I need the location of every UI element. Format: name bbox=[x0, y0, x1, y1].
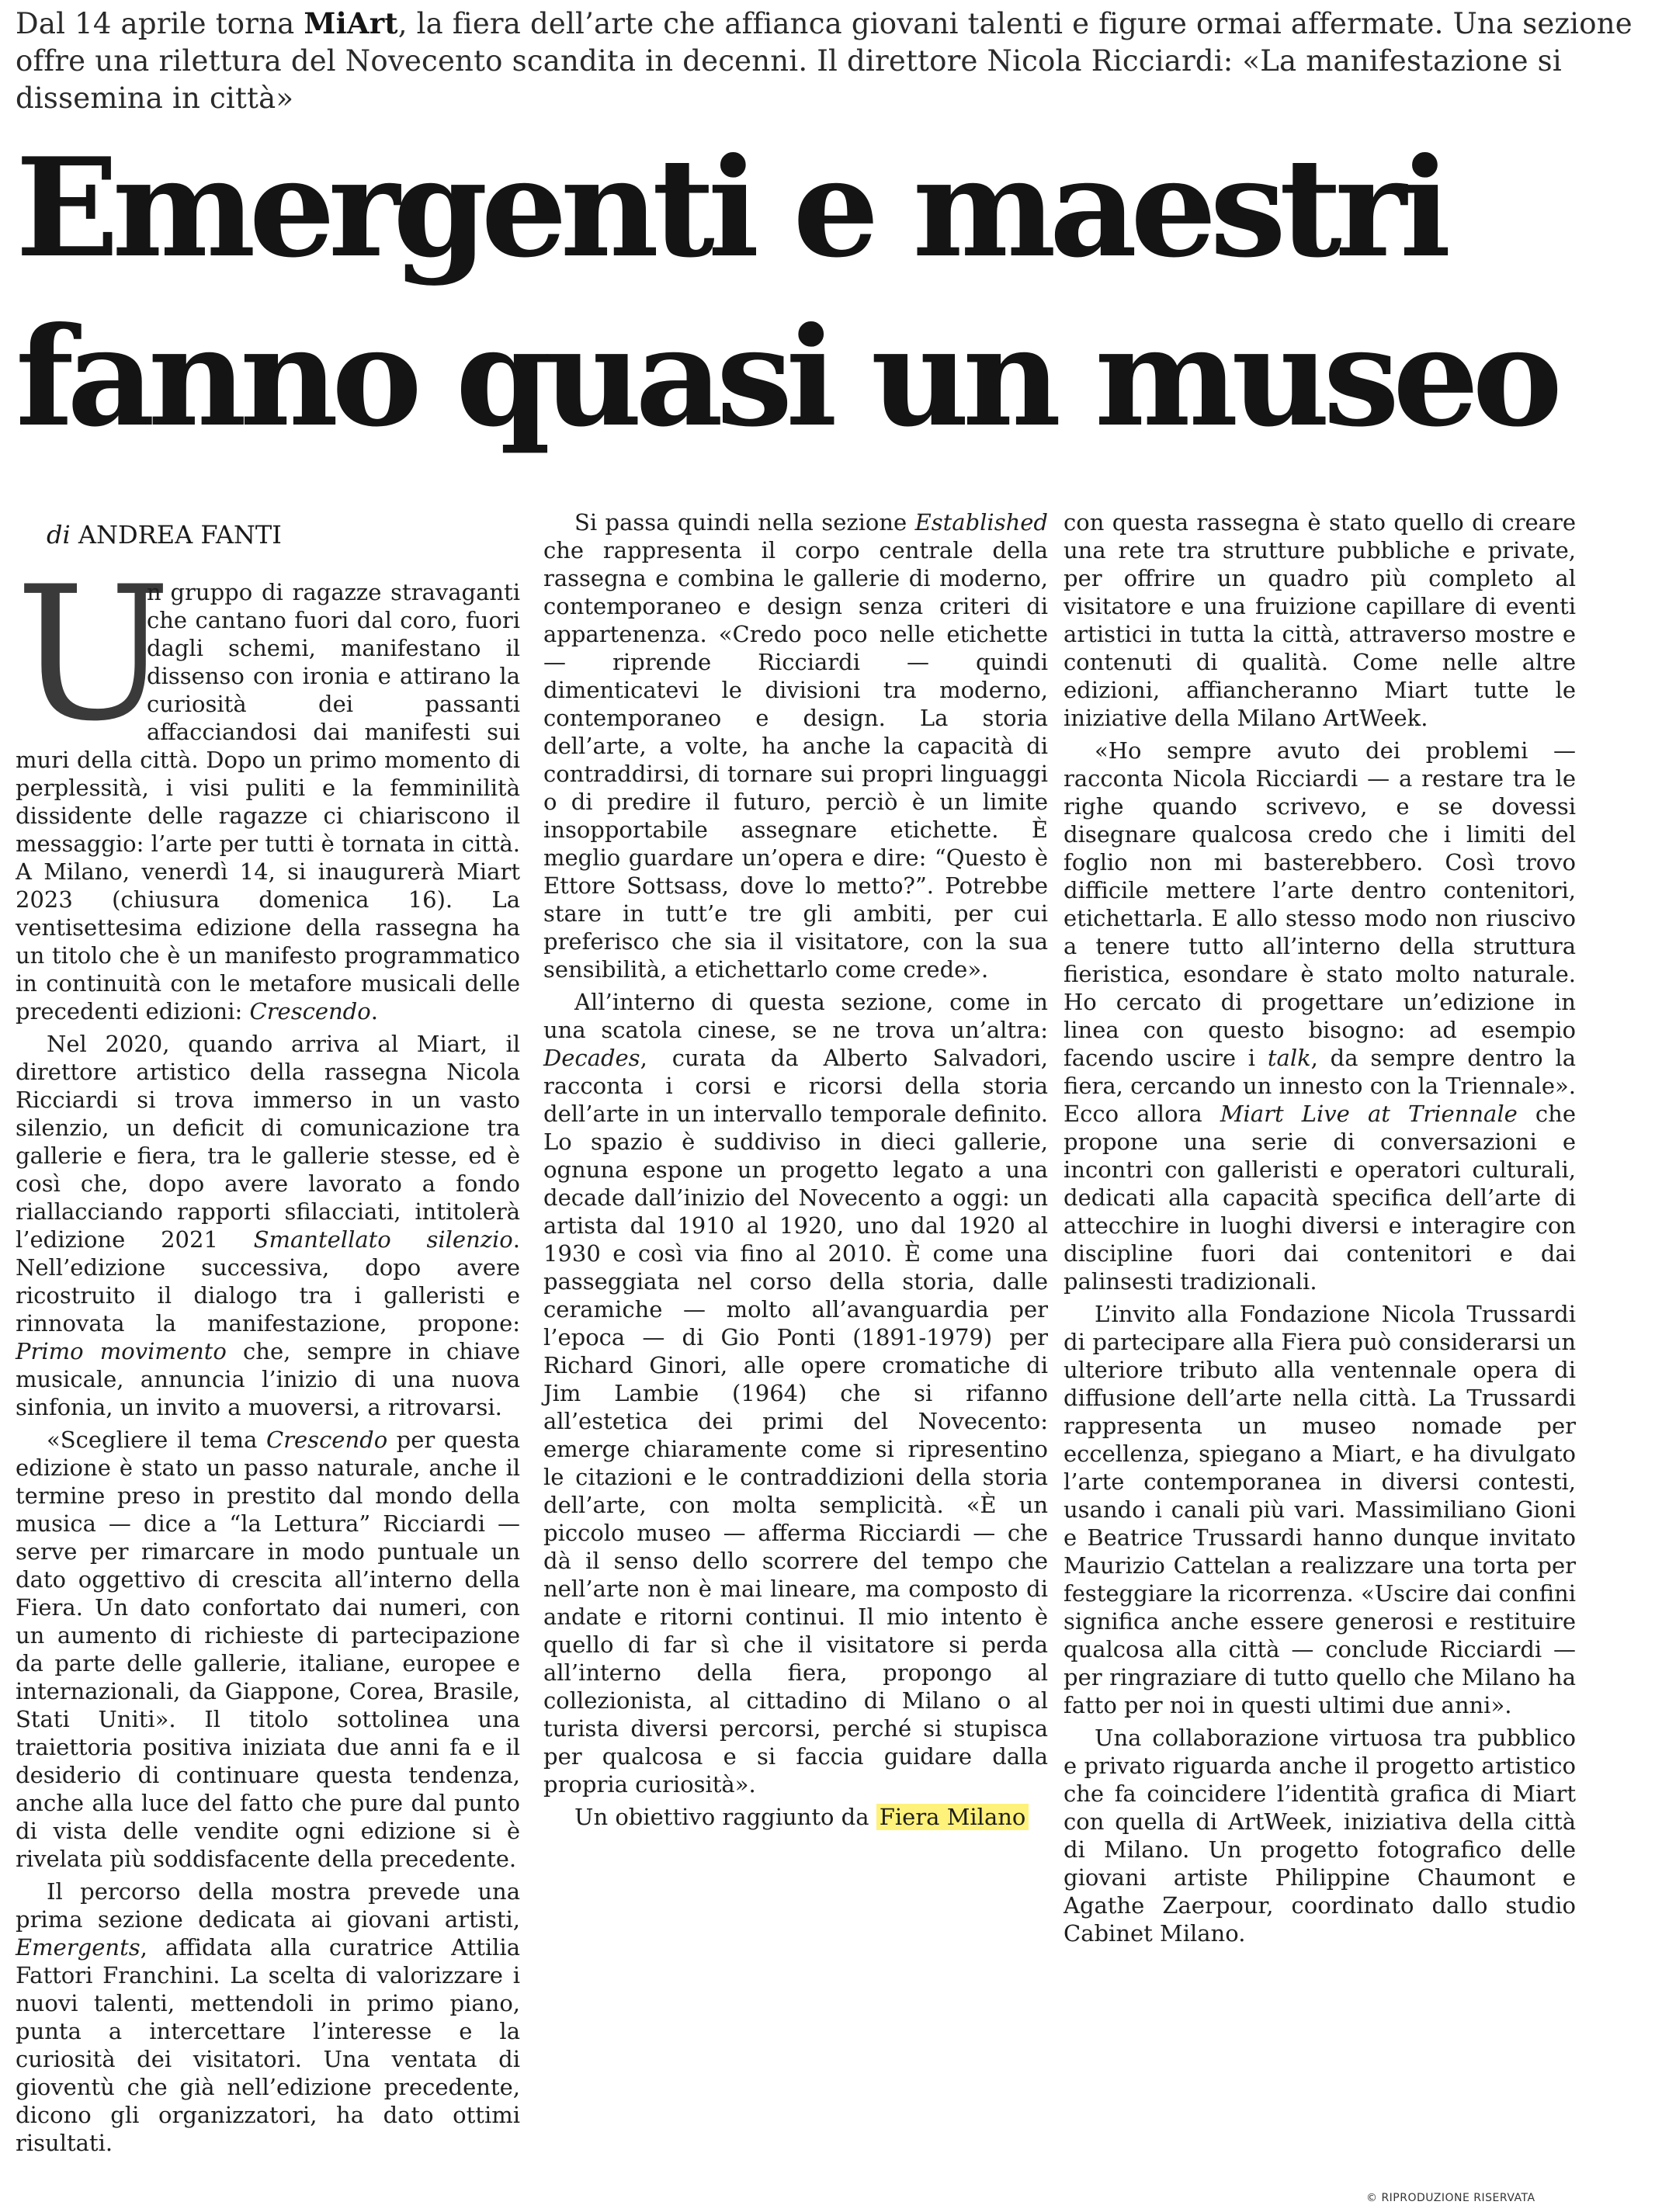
paragraph-text: che rappresenta il corpo centrale della rassegna e combina le gallerie di moderno, contemporaneo e design senza criteri di appartenenza. «Credo poco nelle etichette — riprende Ricciardi — quindi dimenticatevi le divisioni tra moderno, contemporaneo e design. La storia dell’arte, a volte, ha anche la capacità di contraddirsi, di tornare sui propri linguaggi o di predire il futuro, perciò è un limite insopportabile assegnare etichette. È meglio guardare un’opera e dire: “Questo è Ettore Sottsass, dove lo metto?”. Potrebbe stare in tutt’e tre gli ambiti, per cui preferisco che sia il visitatore, con la sua sensibilità, a etichettarlo come crede». bbox=[543, 537, 1048, 983]
paragraph-emphasis: talk bbox=[1267, 1045, 1311, 1071]
paragraph-text: L’invito alla Fondazione Nicola Trussardi di partecipare alla Fiera può considerarsi un ulteriore tributo alla ventennale opera di diffusione dell’arte nella città. La Trussardi rappresenta un museo nomade per eccellenza, spiegano a Miart, e ha divulgato l’arte contemporanea in diversi contesti, usando i canali più vari. Massimiliano Gioni e Beatrice Trussardi hanno dunque invitato Maurizio Cattelan a realizzare una torta per festeggiare la ricorrenza. «Uscire dai confini significa anche essere generosi e restituire qualcosa alla città — conclude Ricciardi — per ringraziare di tutto quello che Milano ha fatto per noi in questi ultimi due anni». bbox=[1064, 1301, 1576, 1718]
paragraph-text: All’interno di questa sezione, come in una scatola cinese, se ne trova un’altra: bbox=[543, 989, 1048, 1043]
article-paragraph bbox=[543, 988, 1048, 1798]
paragraph-emphasis: Emergents bbox=[16, 1934, 141, 1961]
paragraph-text: , curata da Alberto Salvadori, racconta i corsi e ricorsi della storia dell’arte in un intervallo temporale definito. Lo spazio è suddiviso in dieci gallerie, ognuna espone un progetto legato a una decade dall’inizio del Novecento a oggi: un artista dal 1910 al 1920, uno dal 1920 al 1930 e così via fino al 2010. È come una passeggiata nel corso della storia, dalle ceramiche — molto all’avanguardia per l’epoca — di Gio Ponti (1891-1979) per Richard Ginori, alle opere cromatiche di Jim Lambie (1964) che si rifanno all’estetica dei primi del Novecento: emerge chiaramente come si ripresentino le citazioni e le contraddizioni della storia dell’arte, con molta semplicità. «È un piccolo museo — afferma Ricciardi — che dà il senso dello scorrere del tempo che nell’arte non è mai lineare, ma composto di andate e ritorni continui. Il mio intento è quello di far sì che il visitatore si perda all’interno della fiera, propongo al collezionista, al cittadino di Milano o al turista diversi percorsi, perché si stupisca per qualcosa e si faccia guidare dalla propria curiosità». bbox=[543, 1045, 1048, 1798]
kicker-brand: MiArt bbox=[304, 6, 398, 40]
paragraph-text: , affidata alla curatrice Attilia Fattori Franchini. La scelta di valorizzare i nuovi talenti, mettendoli in primo piano, punta a intercettare l’interesse e la curiosità dei visitatori. Una ventata di gioventù che già nell’edizione precedente, dicono gli organizzatori, ha dato ottimi risultati. bbox=[16, 1934, 520, 2156]
headline bbox=[16, 124, 1661, 463]
paragraph-emphasis: Smantellato silenzio bbox=[253, 1226, 513, 1253]
byline-author: ANDREA FANTI bbox=[78, 520, 282, 550]
paragraph-text: . bbox=[370, 998, 378, 1025]
paragraph-text: Si passa quindi nella sezione bbox=[574, 509, 915, 536]
article-column-1 bbox=[16, 508, 520, 2162]
kicker-summary bbox=[16, 5, 1661, 117]
paragraph-text: «Scegliere il tema bbox=[47, 1427, 266, 1453]
headline-line-1: Emergenti e maestri bbox=[16, 129, 1445, 288]
paragraph-text: Il percorso della mostra prevede una prima sezione dedicata ai giovani artisti, bbox=[16, 1878, 520, 1933]
paragraph-text: Un obiettivo raggiunto da bbox=[574, 1804, 876, 1830]
highlighted-text: Fiera Milano bbox=[876, 1804, 1029, 1830]
paragraph-text: per questa edizione è stato un passo naturale, anche il termine preso in prestito dal mondo della musica — dice a “la Lettura” Ricciardi — serve per rimarcare in modo puntuale un dato oggettivo di crescita all’interno della Fiera. Un dato confortato dai numeri, con un aumento di richieste di partecipazione da parte delle gallerie, italiane, europee e internazionali, da Giappone, Corea, Brasile, Stati Uniti». Il titolo sottolinea una traiettoria positiva iniziata due anni fa e il desiderio di continuare questa tendenza, anche alla luce del fatto che pure dal punto di vista delle vendite ogni edizione si è rivelata più soddisfacente della precedente. bbox=[16, 1427, 520, 1872]
byline bbox=[47, 518, 520, 552]
paragraph-text: n gruppo di ragazze stravaganti che cantano fuori dal coro, fuori dagli schemi, manifestano il dissenso con ironia e attirano la curiosità dei passanti affacciandosi dai manifesti sui muri della città. Dopo un primo momento di perplessità, i visi puliti e la femminilità dissidente delle ragazze ci chiariscono il messaggio: l’arte per tutti è tornata in città. A Milano, venerdì 14, si inaugurerà Miart 2023 (chiusura domenica 16). La ventisettesima edizione della rassegna ha un titolo che è un manifesto programmatico in continuità con le metafore musicali delle precedenti edizioni: bbox=[16, 579, 520, 1025]
article-paragraph bbox=[16, 1426, 520, 1873]
drop-cap: U bbox=[16, 547, 172, 762]
paragraph-text: con questa rassegna è stato quello di creare una rete tra strutture pubbliche e private, per offrire un quadro più completo al visitatore e una fruizione capillare di eventi artistici in tutta la città, attraverso mostre e contenuti di qualità. Come nelle altre edizioni, affiancheranno Miart tutte le iniziative della Milano ArtWeek. bbox=[1064, 509, 1576, 731]
article-column-3 bbox=[1064, 508, 1576, 1952]
article-paragraph bbox=[1064, 1300, 1576, 1719]
copyright-notice: © RIPRODUZIONE RISERVATA bbox=[1366, 2192, 1535, 2204]
paragraph-emphasis: Crescendo bbox=[265, 1427, 388, 1453]
article-paragraph bbox=[16, 1877, 520, 2157]
article-paragraph bbox=[1064, 1724, 1576, 1947]
kicker-text: Dal 14 aprile torna bbox=[16, 7, 304, 40]
paragraph-text: che propone una serie di conversazioni e incontri con galleristi e operatori culturali, dedicati alla capacità specifica dell’arte di attecchire in luoghi diversi e interagire con discipline fuori dai contenitori e dai palinsesti tradizionali. bbox=[1064, 1101, 1576, 1295]
article-paragraph bbox=[543, 508, 1048, 983]
paragraph-text: , da sempre dentro la fiera, cercando un innesto con la Triennale». Ecco allora bbox=[1064, 1045, 1576, 1127]
headline-line-2: fanno quasi un museo bbox=[16, 298, 1556, 457]
article-paragraph bbox=[543, 1803, 1048, 1831]
article-paragraph bbox=[1064, 737, 1576, 1295]
paragraph-text: Nel 2020, quando arriva al Miart, il direttore artistico della rassegna Nicola Ricciardi si trova immerso in un vasto silenzio, un deficit di comunicazione tra gallerie e fiera, tra le gallerie stesse, ed è così che, dopo avere lavorato a fondo riallacciando rapporti sfilacciati, intitolerà l’edizione 2021 bbox=[16, 1031, 520, 1253]
article-paragraph bbox=[1064, 508, 1576, 732]
paragraph-text: che, sempre in chiave musicale, annuncia l’inizio di una nuova sinfonia, un invito a muoversi, a ritrovarsi. bbox=[16, 1338, 520, 1420]
paragraph-text: . Nell’edizione successiva, dopo avere ricostruito il dialogo tra i galleristi e rinnovata la manifestazione, propone: bbox=[16, 1226, 520, 1337]
paragraph-text: «Ho sempre avuto dei problemi — racconta Nicola Ricciardi — a restare tra le righe quando scrivevo, e se dovessi disegnare qualcosa credo che i limiti del foglio non mi basterebbero. Così trovo difficile mettere l’arte dentro contenitori, etichettarla. E allo stesso modo non riuscivo a tenere tutto all’interno della struttura fieristica, esondare è stato molto naturale. Ho cercato di progettare un’edizione in linea con questo bisogno: ad esempio facendo uscire i bbox=[1064, 737, 1576, 1071]
paragraph-emphasis: Decades bbox=[543, 1045, 640, 1071]
article-paragraph bbox=[16, 547, 520, 1025]
article-paragraph bbox=[16, 1030, 520, 1421]
paragraph-text: Una collaborazione virtuosa tra pubblico e privato riguarda anche il progetto artistico che fa coincidere l’identità grafica di Miart con quella di ArtWeek, iniziativa della città di Milano. Un progetto fotografico delle giovani artiste Philippine Chaumont e Agathe Zaerpour, coordinato dallo studio Cabinet Milano. bbox=[1064, 1725, 1576, 1947]
article-column-2 bbox=[543, 508, 1048, 1836]
paragraph-emphasis: Established bbox=[914, 509, 1048, 536]
paragraph-emphasis: Primo movimento bbox=[16, 1338, 227, 1364]
paragraph-emphasis: Crescendo bbox=[249, 998, 371, 1025]
byline-prefix: di bbox=[47, 520, 71, 550]
paragraph-emphasis: Miart Live at Triennale bbox=[1220, 1101, 1518, 1127]
kicker-text-rest: , la fiera dell’arte che affianca giovani talenti e figure ormai affermate. Una sezione offre una rilettura del Novecento scandita in decenni. Il direttore Nicola Ricciardi: «La manifestazione si dissemina in città» bbox=[16, 7, 1633, 115]
